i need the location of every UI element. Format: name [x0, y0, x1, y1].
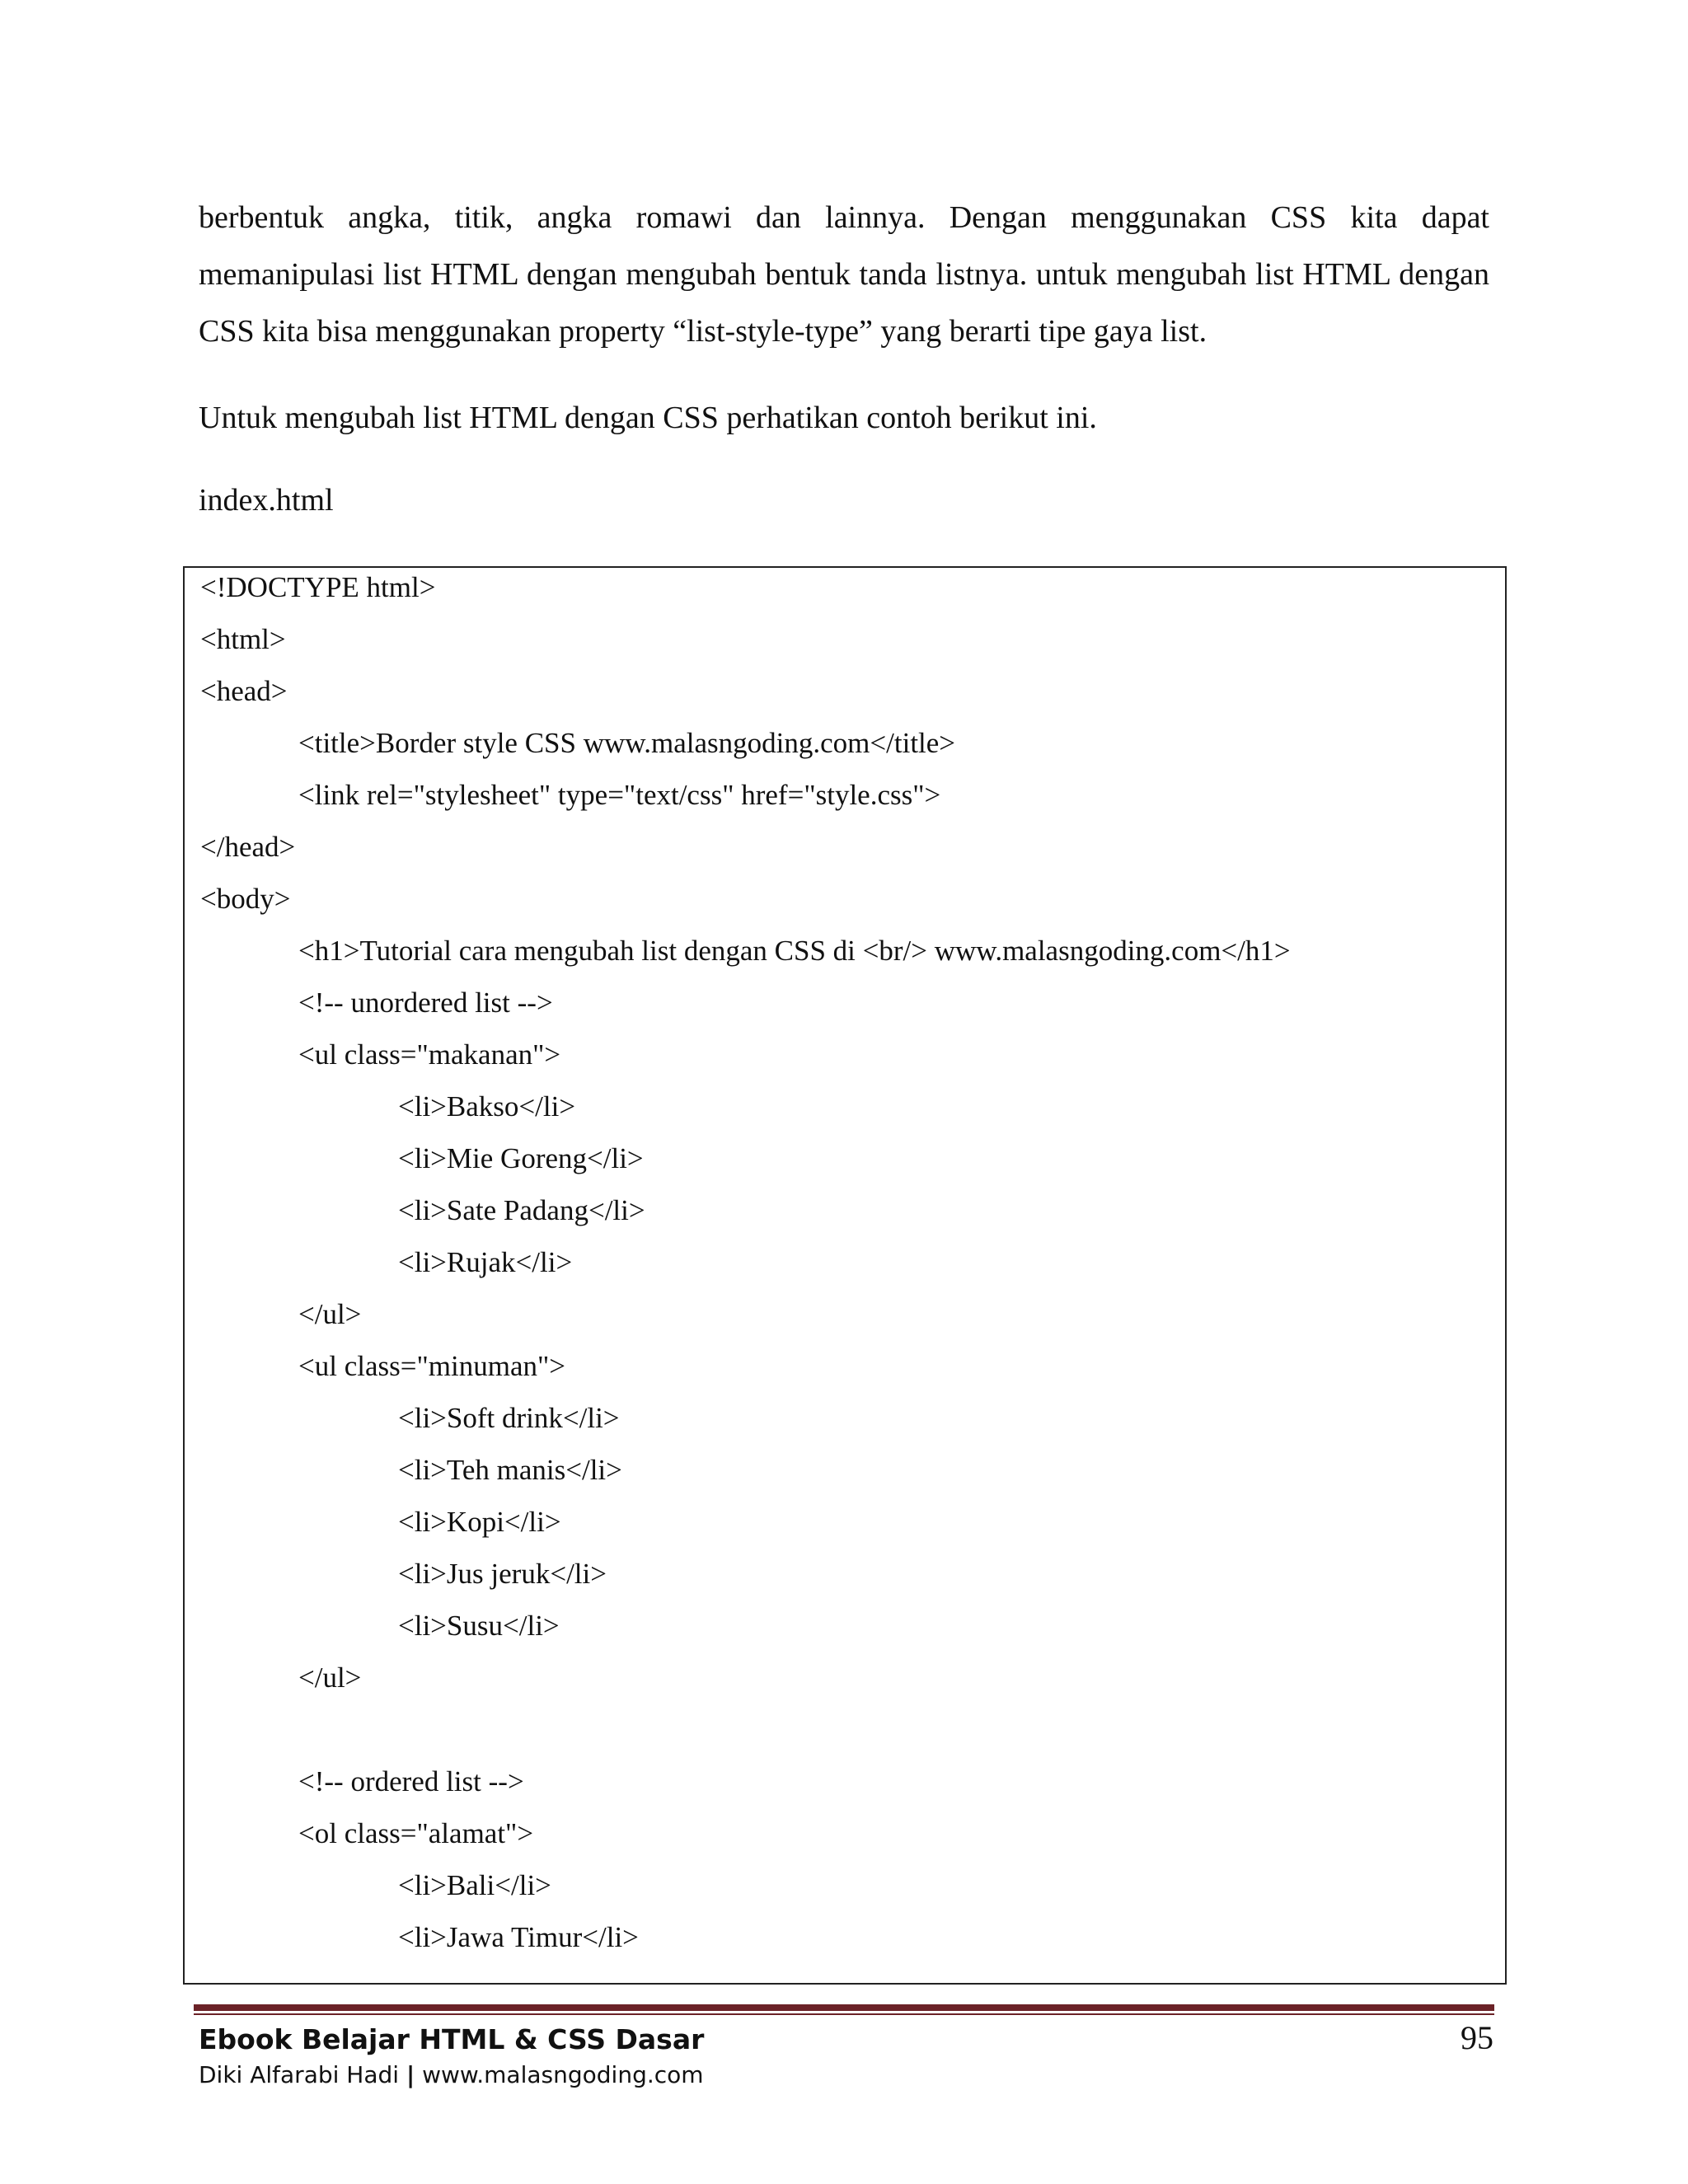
code-line: </ul>	[298, 1661, 362, 1694]
code-line: <li>Sate Padang</li>	[398, 1194, 645, 1226]
code-line: <li>Susu</li>	[398, 1610, 560, 1642]
code-line: <li>Soft drink</li>	[398, 1402, 620, 1434]
code-line: <!-- ordered list -->	[298, 1765, 524, 1797]
footer-book-title: Ebook Belajar HTML & CSS Dasar	[199, 2023, 705, 2055]
code-line: </ul>	[298, 1298, 362, 1330]
code-line: <li>Mie Goreng</li>	[398, 1142, 644, 1174]
footer-divider-thin	[194, 2013, 1494, 2015]
footer-author-line	[199, 2060, 704, 2090]
code-line: <ol class="alamat">	[298, 1817, 534, 1849]
code-line: <li>Rujak</li>	[398, 1246, 573, 1278]
code-line: <title>Border style CSS www.malasngoding.com</title>	[298, 727, 956, 759]
footer-website: www.malasngoding.com	[422, 2061, 704, 2088]
code-line: <html>	[200, 623, 286, 655]
code-line: <ul class="makanan">	[298, 1038, 561, 1071]
footer-author-name: Diki Alfarabi Hadi	[199, 2061, 400, 2088]
code-line: <li>Jus jeruk</li>	[398, 1558, 607, 1590]
code-line: <li>Bali</li>	[398, 1869, 551, 1901]
code-line: <h1>Tutorial cara mengubah list dengan CSS di <br/> www.malasngoding.com</h1>	[298, 935, 1291, 967]
code-line: <li>Teh manis</li>	[398, 1454, 622, 1486]
footer-divider	[194, 2004, 1494, 2011]
code-line: <!-- unordered list -->	[298, 987, 553, 1019]
code-line: <ul class="minuman">	[298, 1350, 566, 1382]
code-line: <body>	[200, 883, 291, 915]
body-paragraph-list-intro: berbentuk angka, titik, angka romawi dan lainnya. Dengan menggunakan CSS kita dapat memanipulasi list HTML dengan mengubah bentuk tanda listnya. untuk mengubah list HTML dengan CSS kita bisa menggunakan property “list-style-type” yang berarti tipe gaya list.	[199, 200, 1489, 349]
code-line: <head>	[200, 675, 288, 707]
code-line: <!DOCTYPE html>	[200, 571, 436, 603]
body-paragraph-example-intro: Untuk mengubah list HTML dengan CSS perhatikan contoh berikut ini.	[199, 401, 1097, 435]
code-line: <link rel="stylesheet" type="text/css" href="style.css">	[298, 779, 941, 811]
code-listing-box	[183, 566, 1507, 1985]
code-line: <li>Jawa Timur</li>	[398, 1921, 639, 1953]
footer-separator: |	[406, 2061, 415, 2088]
code-line: <li>Kopi</li>	[398, 1506, 561, 1538]
code-line: </head>	[200, 831, 296, 863]
code-line: <li>Bakso</li>	[398, 1090, 576, 1122]
code-filename-label: index.html	[199, 483, 334, 518]
page-number: 95	[1461, 2019, 1493, 2056]
